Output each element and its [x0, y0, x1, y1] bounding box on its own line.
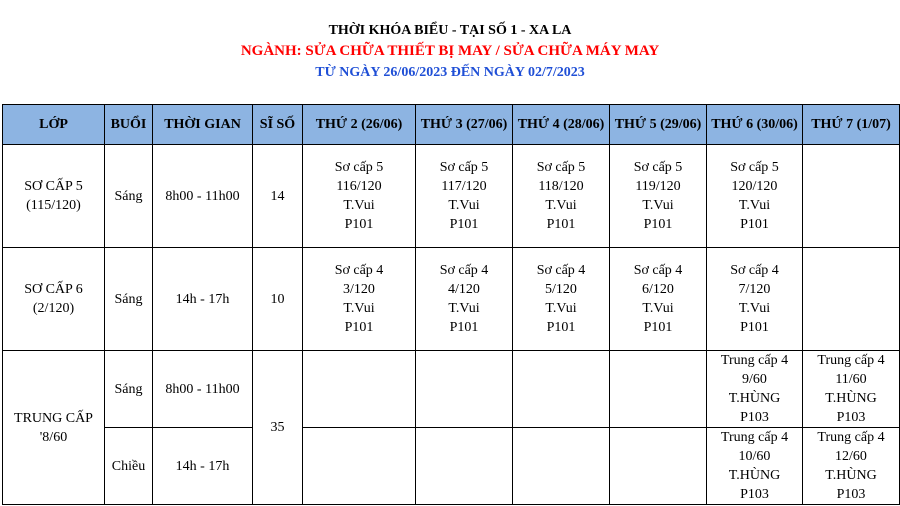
col-header-count: SĨ SỐ: [253, 105, 303, 145]
cell-line: T.Vui: [448, 301, 480, 316]
major-title: NGÀNH: SỬA CHỮA THIẾT BỊ MAY / SỬA CHỮA MÁY MAY: [240, 43, 660, 59]
cell-line: T.HÙNG: [728, 468, 781, 483]
cell-line: 11/60: [835, 372, 867, 387]
cell-line: P101: [546, 320, 576, 335]
day-cell: [513, 428, 610, 505]
cell-line: T.Vui: [545, 198, 577, 213]
cell-line: T.HÙNG: [728, 391, 781, 406]
col-header-wed: THỨ 4 (28/06): [513, 105, 610, 145]
cell-line: P101: [740, 320, 769, 335]
day-cell: [610, 145, 707, 248]
cell-line: Sơ cấp 4: [633, 263, 683, 278]
day-cell: [707, 145, 803, 248]
day-cell: [707, 428, 803, 505]
cell-line: T.Vui: [343, 301, 375, 316]
cell-line: 116/120: [336, 179, 382, 194]
cell-line: 10/60: [738, 449, 771, 464]
header-row: [3, 105, 900, 145]
class-cell: SƠ CẤP 6 (2/120): [3, 248, 105, 351]
cell-line: T.Vui: [738, 301, 771, 316]
cell-line: 117/120: [441, 179, 487, 194]
count-cell: 14: [253, 145, 303, 248]
cell-line: T.HÙNG: [825, 468, 877, 483]
cell-line: P101: [643, 217, 673, 232]
cell-line: 9/60: [742, 372, 767, 387]
date-range: TỪ NGÀY 26/06/2023 ĐẾN NGÀY 02/7/2023: [315, 65, 585, 80]
cell-line: 118/120: [538, 179, 584, 194]
col-header-time: THỜI GIAN: [153, 105, 253, 145]
day-cell: [416, 351, 513, 428]
cell-line: 5/120: [545, 282, 577, 297]
session-cell: Chiều: [105, 428, 153, 505]
time-cell: 14h - 17h: [153, 428, 253, 505]
day-cell: [513, 351, 610, 428]
cell-line: P103: [740, 487, 769, 502]
day-cell: [610, 351, 707, 428]
cell-line: P101: [546, 217, 576, 232]
day-cell: [416, 145, 513, 248]
day-cell: [803, 428, 900, 505]
col-header-sat: THỨ 7 (1/07): [803, 105, 900, 145]
cell-line: T.Vui: [545, 301, 577, 316]
cell-line: Sơ cấp 5: [536, 160, 586, 175]
cell-line: Sơ cấp 4: [536, 263, 586, 278]
day-cell: [707, 351, 803, 428]
day-cell: [610, 248, 707, 351]
table-row: [3, 145, 900, 248]
cell-line: T.Vui: [343, 198, 375, 213]
day-cell: [803, 145, 900, 248]
cell-line: Trung cấp 4: [817, 430, 885, 445]
col-header-thu: THỨ 5 (29/06): [610, 105, 707, 145]
schedule-title: THỜI KHÓA BIỂU - TẠI SỐ 1 - XA LA: [328, 23, 572, 38]
time-cell: 14h - 17h: [153, 248, 253, 351]
cell-line: Sơ cấp 5: [334, 160, 384, 175]
cell-line: Trung cấp 4: [720, 353, 789, 368]
cell-line: P103: [836, 487, 866, 502]
day-cell: [416, 428, 513, 505]
cell-line: 12/60: [835, 449, 867, 464]
cell-line: P101: [344, 217, 374, 232]
col-header-class: LỚP: [3, 105, 105, 145]
col-header-fri: THỨ 6 (30/06): [707, 105, 803, 145]
cell-line: Sơ cấp 5: [439, 160, 489, 175]
cell-line: P101: [740, 217, 769, 232]
session-cell: Sáng: [105, 248, 153, 351]
cell-line: P101: [344, 320, 374, 335]
cell-line: P103: [836, 410, 866, 425]
cell-line: Sơ cấp 4: [439, 263, 489, 278]
schedule-header: [0, 20, 900, 83]
day-cell: [303, 145, 416, 248]
day-cell: [303, 428, 416, 505]
cell-line: P101: [449, 320, 479, 335]
time-cell: 8h00 - 11h00: [153, 145, 253, 248]
cell-line: Sơ cấp 5: [633, 160, 683, 175]
class-cell: TRUNG CẤP '8/60: [3, 351, 105, 505]
cell-line: P103: [740, 410, 769, 425]
cell-line: 7/120: [738, 282, 771, 297]
cell-line: P101: [449, 217, 479, 232]
cell-line: 119/120: [635, 179, 681, 194]
day-cell: [610, 428, 707, 505]
day-cell: [803, 248, 900, 351]
session-cell: Sáng: [105, 145, 153, 248]
col-header-mon: THỨ 2 (26/06): [303, 105, 416, 145]
day-cell: [513, 145, 610, 248]
cell-line: Sơ cấp 4: [334, 263, 384, 278]
table-row: [3, 248, 900, 351]
cell-line: Sơ cấp 4: [730, 263, 779, 278]
cell-line: T.Vui: [448, 198, 480, 213]
cell-line: Trung cấp 4: [720, 430, 789, 445]
cell-line: P101: [643, 320, 673, 335]
day-cell: [513, 248, 610, 351]
cell-line: Sơ cấp 5: [730, 160, 779, 175]
cell-line: 120/120: [731, 179, 778, 194]
cell-line: 6/120: [642, 282, 674, 297]
cell-line: T.Vui: [642, 301, 674, 316]
day-cell: [416, 248, 513, 351]
col-header-tue: THỨ 3 (27/06): [416, 105, 513, 145]
cell-line: Trung cấp 4: [817, 353, 885, 368]
cell-line: T.Vui: [642, 198, 674, 213]
cell-line: 4/120: [448, 282, 480, 297]
day-cell: [803, 351, 900, 428]
cell-line: 3/120: [343, 282, 375, 297]
schedule-table: [2, 104, 900, 505]
table-row: [3, 351, 900, 428]
class-cell: SƠ CẤP 5 (115/120): [3, 145, 105, 248]
day-cell: [303, 351, 416, 428]
table-row: [3, 428, 900, 505]
col-header-session: BUỔI: [105, 105, 153, 145]
cell-line: T.HÙNG: [825, 391, 877, 406]
time-cell: 8h00 - 11h00: [153, 351, 253, 428]
day-cell: [303, 248, 416, 351]
cell-line: T.Vui: [738, 198, 771, 213]
count-cell: 35: [253, 351, 303, 505]
count-cell: 10: [253, 248, 303, 351]
session-cell: Sáng: [105, 351, 153, 428]
day-cell: [707, 248, 803, 351]
